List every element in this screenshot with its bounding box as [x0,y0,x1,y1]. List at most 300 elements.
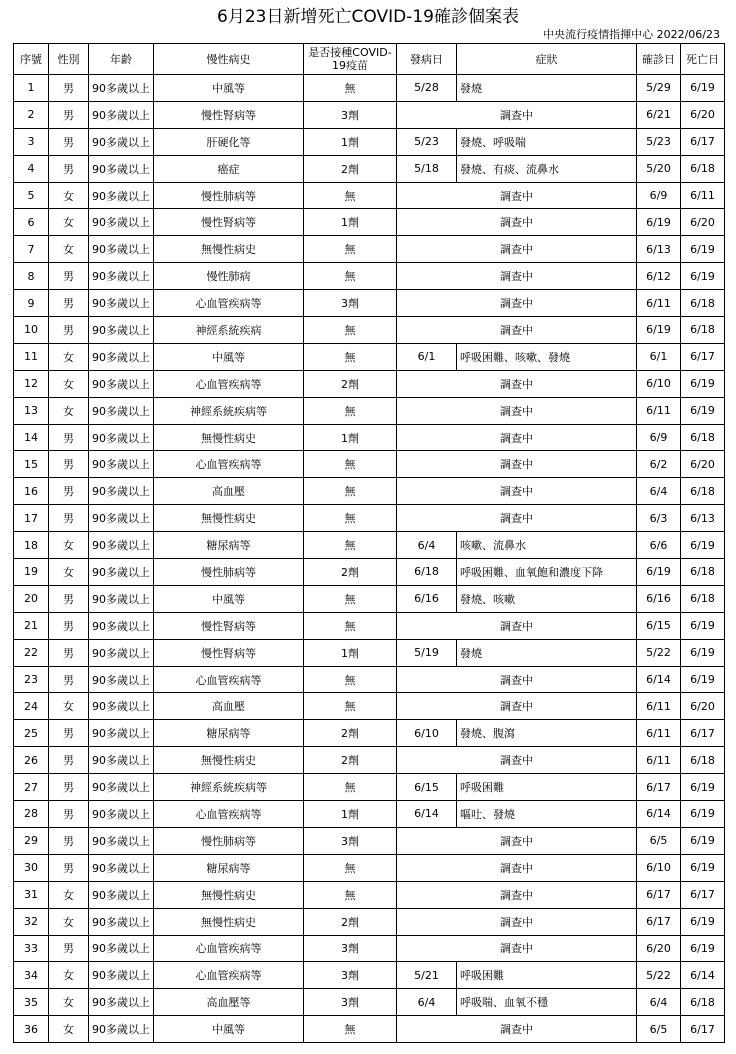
cell-death: 6/19 [681,263,725,290]
table-row [14,908,725,935]
cell-symptoms: 調查中 [397,290,637,317]
cell-death: 6/18 [681,424,725,451]
cell-sex: 男 [49,935,89,962]
cell-death: 6/20 [681,451,725,478]
cell-chronic: 糖尿病等 [154,854,304,881]
cell-age: 90多歲以上 [89,639,154,666]
cell-onset: 5/21 [397,962,457,989]
cell-chronic: 神經系統疾病 [154,317,304,344]
cell-onset: 6/10 [397,720,457,747]
cell-onset: 5/28 [397,75,457,102]
header-onset: 發病日 [397,44,457,75]
table-row [14,585,725,612]
cell-confirm: 6/19 [637,209,681,236]
cell-chronic: 心血管疾病等 [154,451,304,478]
cell-confirm: 6/17 [637,881,681,908]
table-row [14,854,725,881]
cell-age: 90多歲以上 [89,182,154,209]
cell-symptoms: 調查中 [397,101,637,128]
cell-death: 6/17 [681,720,725,747]
table-row [14,989,725,1016]
cell-symptoms: 調查中 [397,612,637,639]
cell-symptoms: 調查中 [397,451,637,478]
cell-sex: 男 [49,101,89,128]
cell-symptoms: 調查中 [397,370,637,397]
cell-no: 19 [14,559,49,586]
cell-age: 90多歲以上 [89,532,154,559]
cell-sex: 男 [49,424,89,451]
cell-symptoms: 發燒 [457,639,637,666]
cell-symptoms: 調查中 [397,478,637,505]
cell-vaccine: 3劑 [304,101,397,128]
cell-symptoms: 調查中 [397,424,637,451]
cell-age: 90多歲以上 [89,774,154,801]
cell-confirm: 6/14 [637,801,681,828]
cell-sex: 女 [49,908,89,935]
cell-vaccine: 無 [304,774,397,801]
cell-sex: 男 [49,505,89,532]
issuer-date: 中央流行疫情指揮中心 2022/06/23 [543,28,720,41]
table-row [14,424,725,451]
cell-no: 21 [14,612,49,639]
cell-age: 90多歲以上 [89,209,154,236]
cell-age: 90多歲以上 [89,317,154,344]
cell-chronic: 心血管疾病等 [154,290,304,317]
cell-chronic: 神經系統疾病等 [154,774,304,801]
table-row [14,639,725,666]
cell-age: 90多歲以上 [89,827,154,854]
cell-no: 1 [14,75,49,102]
cell-confirm: 6/9 [637,424,681,451]
cell-vaccine: 1劑 [304,128,397,155]
cell-age: 90多歲以上 [89,101,154,128]
cell-symptoms: 調查中 [397,505,637,532]
cell-sex: 女 [49,343,89,370]
cell-symptoms: 呼吸困難、血氧飽和濃度下降 [457,559,637,586]
cell-vaccine: 3劑 [304,290,397,317]
cell-confirm: 6/10 [637,854,681,881]
cell-no: 27 [14,774,49,801]
cell-death: 6/19 [681,639,725,666]
cell-chronic: 無慢性病史 [154,747,304,774]
cell-death: 6/20 [681,101,725,128]
cell-no: 2 [14,101,49,128]
cell-sex: 女 [49,881,89,908]
cell-chronic: 心血管疾病等 [154,370,304,397]
cell-confirm: 6/11 [637,720,681,747]
cell-confirm: 6/2 [637,451,681,478]
cell-symptoms: 呼吸喘、血氧不穩 [457,989,637,1016]
table-row [14,263,725,290]
cell-vaccine: 無 [304,612,397,639]
cell-no: 16 [14,478,49,505]
header-chronic: 慢性病史 [154,44,304,75]
cell-sex: 男 [49,639,89,666]
cell-symptoms: 調查中 [397,881,637,908]
cell-vaccine: 2劑 [304,370,397,397]
cell-no: 22 [14,639,49,666]
cell-death: 6/19 [681,75,725,102]
cell-vaccine: 2劑 [304,155,397,182]
cell-no: 4 [14,155,49,182]
cell-vaccine: 無 [304,1016,397,1043]
cell-age: 90多歲以上 [89,666,154,693]
cell-age: 90多歲以上 [89,1016,154,1043]
cell-death: 6/20 [681,693,725,720]
cell-death: 6/18 [681,747,725,774]
cell-death: 6/13 [681,505,725,532]
cell-age: 90多歲以上 [89,263,154,290]
table-row [14,720,725,747]
cell-symptoms: 嘔吐、發燒 [457,801,637,828]
cell-confirm: 6/12 [637,263,681,290]
table-row [14,559,725,586]
cell-age: 90多歲以上 [89,290,154,317]
cell-no: 25 [14,720,49,747]
cell-death: 6/19 [681,827,725,854]
table-row [14,209,725,236]
cell-age: 90多歲以上 [89,962,154,989]
cell-vaccine: 2劑 [304,747,397,774]
cell-chronic: 無慢性病史 [154,505,304,532]
cell-death: 6/19 [681,935,725,962]
cell-vaccine: 1劑 [304,424,397,451]
cell-chronic: 慢性肺病 [154,263,304,290]
cell-vaccine: 3劑 [304,827,397,854]
cell-sex: 男 [49,290,89,317]
cell-vaccine: 無 [304,585,397,612]
cell-vaccine: 無 [304,317,397,344]
cell-sex: 男 [49,666,89,693]
cell-vaccine: 無 [304,881,397,908]
cell-vaccine: 2劑 [304,559,397,586]
cell-death: 6/17 [681,1016,725,1043]
cell-death: 6/19 [681,854,725,881]
table-row [14,612,725,639]
cell-chronic: 中風等 [154,343,304,370]
cell-onset: 6/16 [397,585,457,612]
cell-sex: 女 [49,693,89,720]
cell-vaccine: 3劑 [304,935,397,962]
table-row [14,1016,725,1043]
page-title: 6月23日新增死亡COVID-19確診個案表 [217,7,519,27]
cell-vaccine: 無 [304,75,397,102]
header-vaccine: 是否接種COVID-19疫苗 [304,44,397,75]
cell-chronic: 心血管疾病等 [154,666,304,693]
table-body [14,75,725,1043]
table-row [14,101,725,128]
cell-confirm: 6/17 [637,908,681,935]
cell-age: 90多歲以上 [89,693,154,720]
table-row [14,666,725,693]
cell-confirm: 6/5 [637,1016,681,1043]
cell-confirm: 6/17 [637,774,681,801]
cell-confirm: 6/1 [637,343,681,370]
cell-no: 14 [14,424,49,451]
cell-onset: 5/18 [397,155,457,182]
cell-no: 9 [14,290,49,317]
cell-symptoms: 調查中 [397,827,637,854]
table-row [14,774,725,801]
cell-no: 10 [14,317,49,344]
cell-confirm: 6/4 [637,989,681,1016]
cell-confirm: 6/5 [637,827,681,854]
cell-sex: 男 [49,720,89,747]
table-row [14,236,725,263]
cell-no: 31 [14,881,49,908]
cell-no: 24 [14,693,49,720]
cell-chronic: 糖尿病等 [154,532,304,559]
cell-death: 6/19 [681,370,725,397]
table-row [14,532,725,559]
cell-vaccine: 1劑 [304,801,397,828]
cell-no: 12 [14,370,49,397]
cell-chronic: 神經系統疾病等 [154,397,304,424]
cell-onset: 5/23 [397,128,457,155]
cell-vaccine: 無 [304,854,397,881]
cell-sex: 男 [49,128,89,155]
cell-death: 6/18 [681,585,725,612]
cell-death: 6/18 [681,478,725,505]
cell-age: 90多歲以上 [89,854,154,881]
cell-death: 6/20 [681,209,725,236]
cell-chronic: 慢性腎病等 [154,101,304,128]
cell-death: 6/18 [681,290,725,317]
cell-age: 90多歲以上 [89,559,154,586]
cell-chronic: 中風等 [154,1016,304,1043]
cell-symptoms: 發燒、咳嗽 [457,585,637,612]
cell-vaccine: 無 [304,478,397,505]
cell-no: 6 [14,209,49,236]
cell-age: 90多歲以上 [89,424,154,451]
cell-sex: 男 [49,263,89,290]
cell-symptoms: 調查中 [397,236,637,263]
cell-death: 6/19 [681,236,725,263]
cell-age: 90多歲以上 [89,478,154,505]
cell-age: 90多歲以上 [89,236,154,263]
table-row [14,370,725,397]
cell-sex: 男 [49,801,89,828]
cell-chronic: 肝硬化等 [154,128,304,155]
cell-confirm: 6/11 [637,747,681,774]
cell-confirm: 6/11 [637,397,681,424]
cell-death: 6/17 [681,128,725,155]
cell-no: 20 [14,585,49,612]
table-row [14,290,725,317]
cell-symptoms: 發燒、腹瀉 [457,720,637,747]
cell-vaccine: 1劑 [304,639,397,666]
cell-confirm: 6/4 [637,478,681,505]
cell-onset: 6/14 [397,801,457,828]
cell-no: 7 [14,236,49,263]
cell-chronic: 心血管疾病等 [154,935,304,962]
cell-vaccine: 無 [304,532,397,559]
cell-sex: 男 [49,155,89,182]
cell-no: 28 [14,801,49,828]
cell-symptoms: 呼吸困難、咳嗽、發燒 [457,343,637,370]
cell-sex: 男 [49,451,89,478]
cell-symptoms: 調查中 [397,209,637,236]
cell-symptoms: 呼吸困難 [457,774,637,801]
header-death: 死亡日 [681,44,725,75]
cell-vaccine: 無 [304,236,397,263]
cell-symptoms: 呼吸困難 [457,962,637,989]
cell-death: 6/14 [681,962,725,989]
cell-vaccine: 3劑 [304,989,397,1016]
cell-death: 6/18 [681,155,725,182]
cell-age: 90多歲以上 [89,343,154,370]
cell-confirm: 6/14 [637,666,681,693]
cell-death: 6/19 [681,532,725,559]
table-row [14,747,725,774]
cell-vaccine: 2劑 [304,908,397,935]
cell-death: 6/19 [681,774,725,801]
cell-chronic: 無慢性病史 [154,424,304,451]
cell-symptoms: 咳嗽、流鼻水 [457,532,637,559]
cell-no: 30 [14,854,49,881]
cell-chronic: 高血壓 [154,478,304,505]
cell-no: 29 [14,827,49,854]
table-row [14,75,725,102]
cell-symptoms: 調查中 [397,747,637,774]
header-sex: 性別 [49,44,89,75]
cell-chronic: 慢性肺病等 [154,182,304,209]
cell-confirm: 6/6 [637,532,681,559]
cell-symptoms: 調查中 [397,854,637,881]
cell-confirm: 5/22 [637,962,681,989]
cell-sex: 男 [49,612,89,639]
cell-age: 90多歲以上 [89,908,154,935]
cell-confirm: 6/19 [637,317,681,344]
cell-vaccine: 2劑 [304,720,397,747]
table-row [14,881,725,908]
cell-sex: 男 [49,774,89,801]
cell-symptoms: 調查中 [397,317,637,344]
header-symptoms: 症狀 [457,44,637,75]
table-row [14,343,725,370]
cell-chronic: 慢性肺病等 [154,827,304,854]
cell-vaccine: 無 [304,505,397,532]
cell-chronic: 慢性腎病等 [154,612,304,639]
cell-chronic: 無慢性病史 [154,236,304,263]
cell-no: 15 [14,451,49,478]
cell-chronic: 心血管疾病等 [154,801,304,828]
cell-confirm: 5/23 [637,128,681,155]
cell-sex: 女 [49,559,89,586]
cell-no: 3 [14,128,49,155]
cell-symptoms: 調查中 [397,908,637,935]
cell-no: 11 [14,343,49,370]
cell-age: 90多歲以上 [89,397,154,424]
cell-age: 90多歲以上 [89,155,154,182]
cell-no: 5 [14,182,49,209]
cell-age: 90多歲以上 [89,881,154,908]
cell-sex: 女 [49,397,89,424]
cell-vaccine: 無 [304,666,397,693]
cell-age: 90多歲以上 [89,370,154,397]
cell-chronic: 中風等 [154,75,304,102]
cell-age: 90多歲以上 [89,747,154,774]
cell-symptoms: 調查中 [397,263,637,290]
table-row [14,478,725,505]
cell-onset: 6/15 [397,774,457,801]
cell-sex: 女 [49,532,89,559]
cell-symptoms: 調查中 [397,182,637,209]
cell-chronic: 慢性腎病等 [154,639,304,666]
cell-sex: 男 [49,75,89,102]
cell-confirm: 6/21 [637,101,681,128]
cell-no: 34 [14,962,49,989]
cell-chronic: 慢性腎病等 [154,209,304,236]
table-row [14,182,725,209]
cell-sex: 男 [49,854,89,881]
cell-death: 6/19 [681,801,725,828]
cell-vaccine: 3劑 [304,962,397,989]
cell-death: 6/18 [681,317,725,344]
cell-confirm: 6/9 [637,182,681,209]
cell-vaccine: 無 [304,693,397,720]
cell-no: 32 [14,908,49,935]
cell-confirm: 6/3 [637,505,681,532]
cell-no: 26 [14,747,49,774]
cell-chronic: 無慢性病史 [154,881,304,908]
table-row [14,128,725,155]
cell-onset: 6/18 [397,559,457,586]
table-row [14,451,725,478]
cell-no: 18 [14,532,49,559]
cell-onset: 5/19 [397,639,457,666]
cell-confirm: 6/20 [637,935,681,962]
cell-onset: 6/1 [397,343,457,370]
cell-death: 6/19 [681,666,725,693]
cell-no: 13 [14,397,49,424]
cell-vaccine: 無 [304,451,397,478]
cell-confirm: 6/15 [637,612,681,639]
cell-sex: 男 [49,317,89,344]
cell-chronic: 癌症 [154,155,304,182]
cell-sex: 女 [49,962,89,989]
cell-sex: 女 [49,989,89,1016]
cell-vaccine: 無 [304,343,397,370]
cell-age: 90多歲以上 [89,75,154,102]
table-row [14,962,725,989]
cell-age: 90多歲以上 [89,128,154,155]
cell-confirm: 6/11 [637,290,681,317]
cell-symptoms: 調查中 [397,935,637,962]
cell-death: 6/18 [681,989,725,1016]
cell-chronic: 糖尿病等 [154,720,304,747]
cell-symptoms: 調查中 [397,397,637,424]
cell-age: 90多歲以上 [89,505,154,532]
header-no: 序號 [14,44,49,75]
cell-vaccine: 1劑 [304,209,397,236]
cell-death: 6/11 [681,182,725,209]
cell-chronic: 無慢性病史 [154,908,304,935]
cell-confirm: 6/10 [637,370,681,397]
table-row [14,317,725,344]
cell-sex: 女 [49,209,89,236]
cell-symptoms: 發燒 [457,75,637,102]
cell-sex: 女 [49,370,89,397]
header-age: 年齡 [89,44,154,75]
table-row [14,801,725,828]
cell-age: 90多歲以上 [89,451,154,478]
cell-sex: 女 [49,182,89,209]
table-row [14,397,725,424]
cell-age: 90多歲以上 [89,989,154,1016]
cell-age: 90多歲以上 [89,935,154,962]
table-row [14,827,725,854]
